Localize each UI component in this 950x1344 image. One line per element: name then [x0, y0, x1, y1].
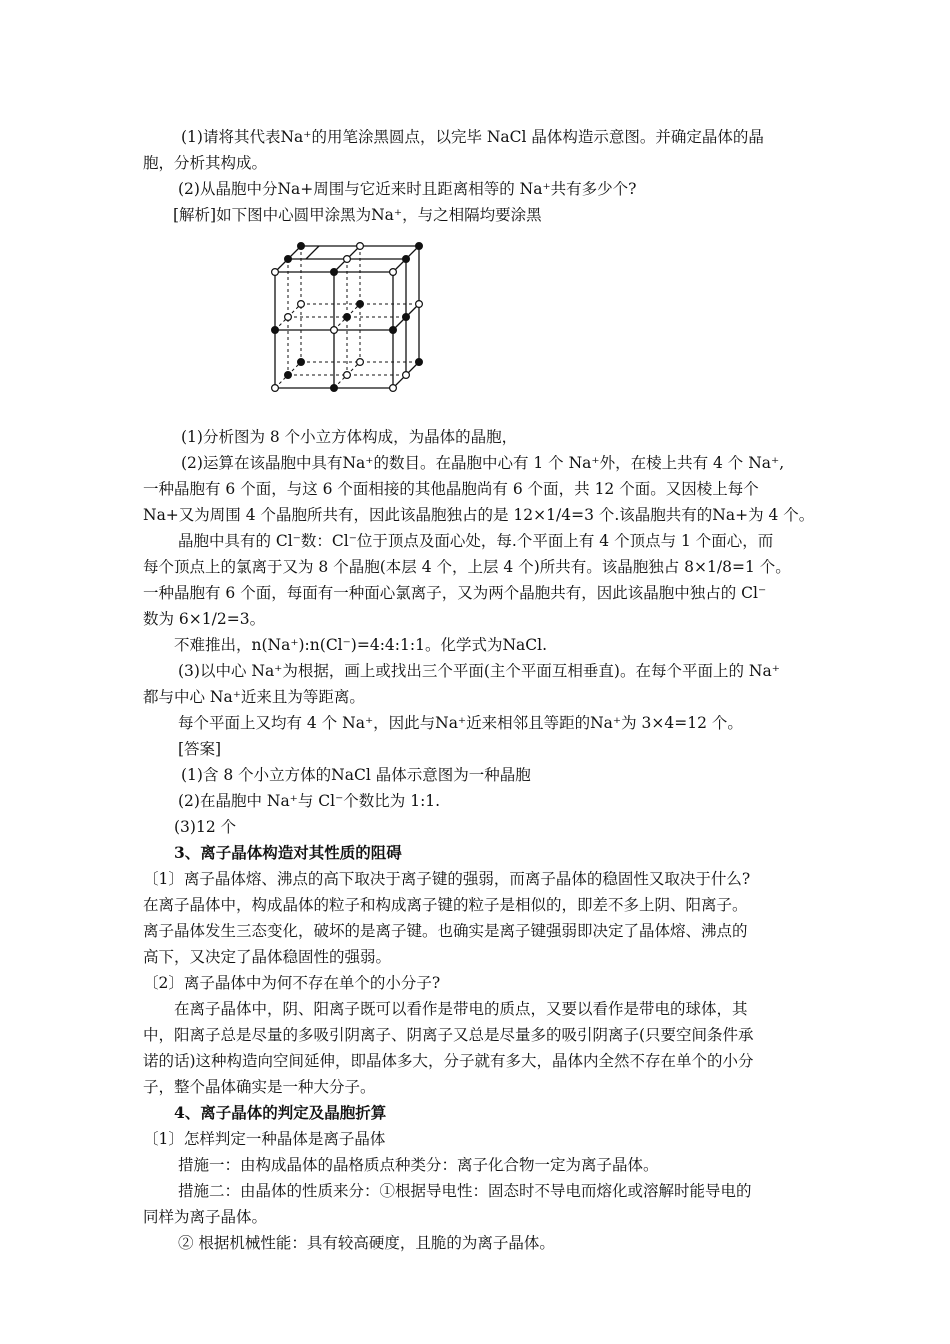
cl-line-4: 数为 6×1/2=3。 [143, 610, 266, 628]
answer-line-1: (1)分析图为 8 个小立方体构成，为晶体的晶胞， [181, 428, 518, 446]
final-answer-1: (1)含 8 个小立方体的NaCl 晶体示意图为一种晶胞 [181, 766, 531, 784]
section-3-p1d: 高下，又决定了晶体稳固性的强弱。 [143, 948, 392, 966]
section-3-p2b: 在离子晶体中，阴、阳离子既可以看作是带电的质点，又要以看作是带电的球体，其 [174, 1000, 748, 1018]
answer-line-2: (2)运算在该晶胞中具有Na⁺的数目。在晶胞中心有 1 个 Na⁺外，在棱上共有 4 个 Na⁺, [181, 454, 785, 472]
analysis-heading: [解析]如下图中心圆甲涂黑为Na⁺，与之相隔均要涂黑 [173, 206, 542, 224]
answer-line-3: (3)以中心 Na⁺为根据，画上或找出三个平面(主个平面互相垂直)。在每个平面上的 Na⁺ [178, 662, 780, 680]
nacl-crystal-diagram [265, 236, 425, 398]
cl-line-2: 每个顶点上的氯离于又为 8 个晶胞(本层 4 个，上层 4 个)所共有。该晶胞独占 8×1/8=1 个。 [143, 558, 791, 576]
section-3-p2: 〔2〕离子晶体中为何不存在单个的小分子? [143, 974, 441, 992]
cl-line-3: 一种晶胞有 6 个面，每面有一种面心氯离子，又为两个晶胞共有，因此该晶胞中独占的 Cl⁻ [143, 584, 767, 602]
section-3-heading: 3、离子晶体构造对其性质的阻碍 [174, 843, 402, 862]
final-answer-3: (3)12 个 [174, 818, 237, 836]
section-4-p1: 〔1〕怎样判定一种晶体是离子晶体 [143, 1130, 386, 1148]
section-3-p1b: 在离子晶体中，构成晶体的粒子和构成离子键的粒子是相似的，即差不多上阴、阳离子。 [143, 896, 748, 914]
question-2: (2)从晶胞中分Na+周围与它近来时且距离相等的 Na⁺共有多少个? [178, 180, 637, 198]
question-1-cont: 胞，分析其构成。 [143, 154, 268, 172]
answer-line-3c: 每个平面上又均有 4 个 Na⁺，因此与Na⁺近来相邻且等距的Na⁺为 3×4=12 个。 [178, 714, 743, 732]
answer-line-2c: Na+又为周围 4 个晶胞所共有，因此该晶胞独占的是 12×1/4=3 个.该晶胞共有的Na+为 4 个。 [143, 506, 815, 524]
final-answer-2: (2)在晶胞中 Na⁺与 Cl⁻个数比为 1:1. [178, 792, 441, 810]
section-3-p2c: 中，阳离子总是尽量的多吸引阴离子、阴离子又总是尽量多的吸引阴离子(只要空间条件承 [143, 1026, 754, 1044]
method-2: 措施二：由晶体的性质来分：①根据导电性：固态时不导电而熔化或溶解时能导电的 [178, 1182, 752, 1200]
method-1: 措施一：由构成晶体的晶格质点种类分：离子化合物一定为离子晶体。 [178, 1156, 659, 1174]
method-2b: 同样为离子晶体。 [143, 1208, 268, 1226]
cl-line-1: 晶胞中具有的 Cl⁻数：Cl⁻位于顶点及面心处，每.个平面上有 4 个顶点与 1 个面心，而 [178, 532, 774, 550]
section-3-p1c: 离子晶体发生三态变化，破坏的是离子键。也确实是离子键强弱即决定了晶体熔、沸点的 [143, 922, 748, 940]
method-3: ② 根据机械性能：具有较高硬度，且脆的为离子晶体。 [178, 1234, 555, 1252]
answer-heading: [答案] [178, 740, 222, 758]
section-3-p2e: 子，整个晶体确实是一种大分子。 [143, 1078, 376, 1096]
question-1: (1)请将其代表Na⁺的用笔涂黑圆点，以完毕 NaCl 晶体构造示意图。并确定晶体的晶 [181, 128, 764, 146]
section-3-p1: 〔1〕离子晶体熔、沸点的高下取决于离子键的强弱，而离子晶体的稳固性又取决于什么? [143, 870, 751, 888]
answer-line-3b: 都与中心 Na⁺近来且为等距离。 [143, 688, 365, 706]
ratio-line: 不难推出，n(Na⁺):n(Cl⁻)=4:4:1:1。化学式为NaCl. [174, 636, 548, 654]
section-3-p2d: 诺的话)这种构造向空间延伸，即晶体多大，分子就有多大，晶体内全然不存在单个的小分 [143, 1052, 754, 1070]
answer-line-2b: 一种晶胞有 6 个面，与这 6 个面相接的其他晶胞尚有 6 个面，共 12 个面。又因棱上每个 [143, 480, 759, 498]
section-4-heading: 4、离子晶体的判定及晶胞折算 [174, 1103, 387, 1122]
